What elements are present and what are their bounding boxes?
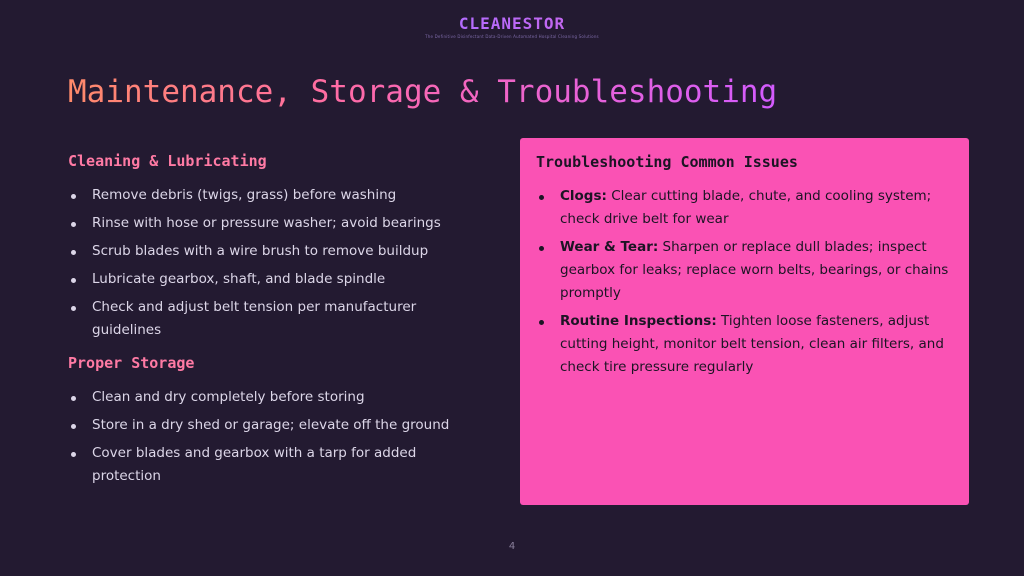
logo-tagline: The Definitive Disinfectant Data-Driven Automated Hospital Cleaning Solutions: [425, 34, 599, 39]
bullet-icon: [71, 396, 76, 401]
slide-title: Maintenance, Storage & Troubleshooting: [68, 74, 778, 110]
list-item: Rinse with hose or pressure washer; avoid bearings: [68, 212, 468, 235]
page-number: 4: [508, 541, 516, 552]
issue-label: Wear & Tear:: [560, 239, 659, 255]
issue-label: Routine Inspections:: [560, 313, 717, 329]
issue-text: Tighten loose fasteners, adjust cutting height, monitor belt tension, clean air filters, and check tire pressure regularly: [560, 313, 944, 375]
issue-text: Clear cutting blade, chute, and cooling system; check drive belt for wear: [560, 188, 932, 227]
bullet-icon: [71, 250, 76, 255]
issue-label: Clogs:: [560, 188, 607, 204]
storage-list: [68, 386, 468, 488]
issue-text: Sharpen or replace dull blades; inspect gearbox for leaks; replace worn belts, bearings, or chains promptly: [560, 239, 949, 301]
list-item: [536, 236, 953, 305]
bullet-icon: [71, 424, 76, 429]
bullet-icon: [71, 306, 76, 311]
cleaning-list: [68, 184, 468, 342]
troubleshooting-list: [536, 185, 953, 379]
list-item: Check and adjust belt tension per manufacturer guidelines: [68, 296, 468, 342]
troubleshooting-heading: Troubleshooting Common Issues: [536, 153, 798, 171]
troubleshooting-panel: [520, 138, 969, 505]
storage-heading: Proper Storage: [68, 354, 195, 372]
bullet-icon: [539, 246, 544, 251]
bullet-icon: [539, 320, 544, 325]
list-item: Cover blades and gearbox with a tarp for added protection: [68, 442, 468, 488]
list-item: Scrub blades with a wire brush to remove buildup: [68, 240, 468, 263]
list-item: [536, 185, 953, 231]
left-column: [68, 152, 468, 493]
cleaning-heading: Cleaning & Lubricating: [68, 152, 267, 170]
bullet-icon: [71, 452, 76, 457]
list-item: Clean and dry completely before storing: [68, 386, 468, 409]
bullet-icon: [71, 194, 76, 199]
bullet-icon: [71, 278, 76, 283]
brand-logo: [0, 14, 1024, 39]
bullet-icon: [539, 195, 544, 200]
bullet-icon: [71, 222, 76, 227]
list-item: Remove debris (twigs, grass) before washing: [68, 184, 468, 207]
list-item: [536, 310, 953, 379]
list-item: Lubricate gearbox, shaft, and blade spindle: [68, 268, 468, 291]
list-item: Store in a dry shed or garage; elevate off the ground: [68, 414, 468, 437]
logo-wordmark: CLEANESTOR: [0, 14, 1024, 33]
